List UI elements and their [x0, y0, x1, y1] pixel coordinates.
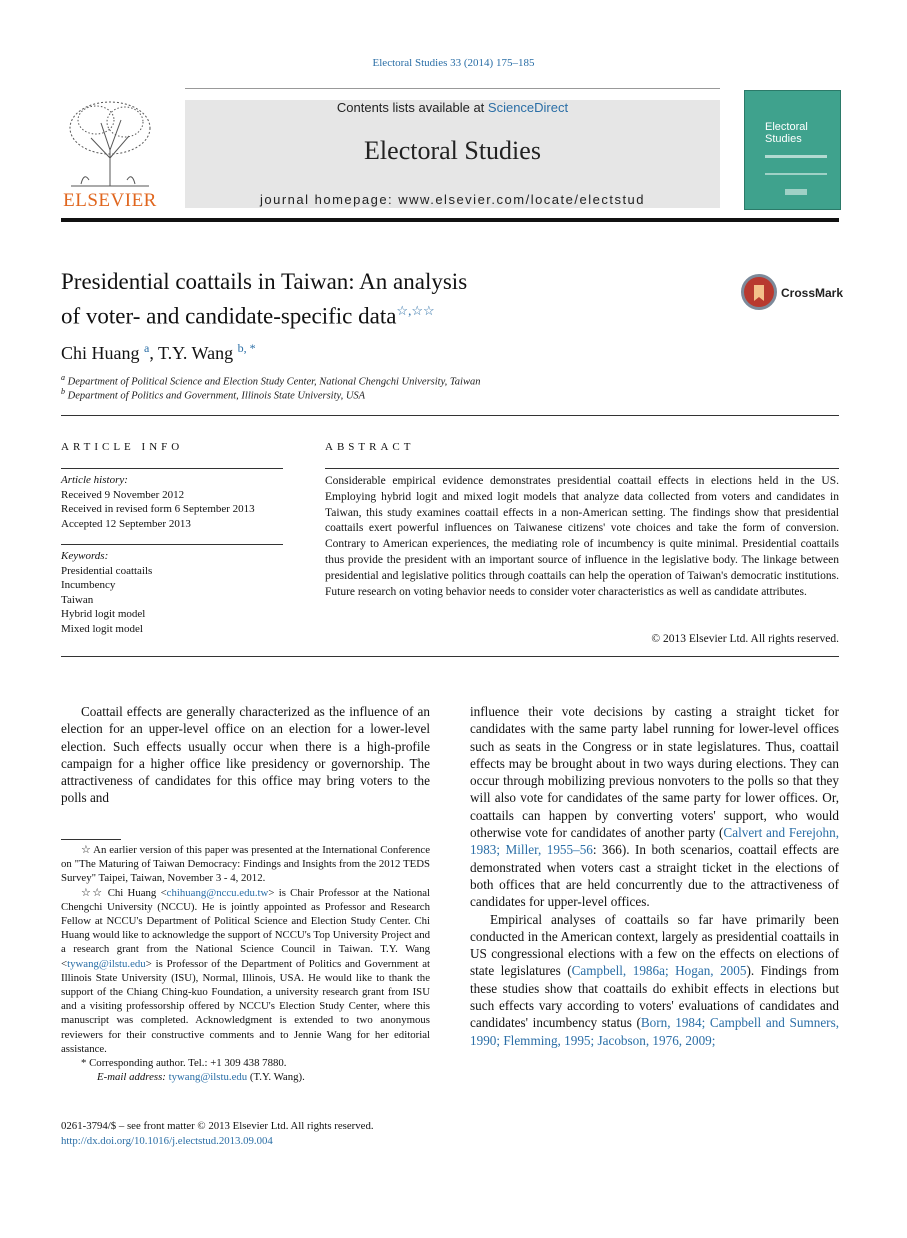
crossmark-button[interactable] — [741, 274, 844, 314]
author-separator: , — [149, 343, 159, 363]
contents-prefix: Contents lists available at — [336, 100, 488, 115]
header-divider — [61, 218, 839, 222]
citation-link[interactable]: Campbell, 1986a; Hogan, 2005 — [571, 963, 747, 979]
article-history — [61, 473, 283, 531]
body-text: influence their vote decisions by casting a straight ticket for candidates with the same party label running for lower-level offices such as seats in the Congress or in state legislatures. Thus, coattail effects may be brought about in two ways during elections. They can occur through mobilizing previous nonvoters to the polls so that they will also vote for candidates of the same party for lower offices. Or, coattails can happen by converting voters' support, who would otherwise vote for candidates of another party ( — [470, 704, 839, 841]
footnote-text: > is Chair Professor at the National Chengchi University (NCCU). He is jointly appointed as Professor and Research Fellow at NCCU's Department of Political Science and Election Study Center. Chi Huang would like to acknowledge the support of NCCU's Top University Project and a research grant from the National Science Council in Taiwan. T.Y. Wang < — [61, 886, 431, 970]
email-link[interactable]: chihuang@nccu.edu.tw — [166, 886, 269, 899]
footnote-mark: * — [81, 1057, 87, 1070]
citation-link[interactable]: Calvert and Ferejohn, 1983; Miller, 1955–56 — [470, 825, 839, 858]
abstract-heading: ABSTRACT — [325, 441, 415, 453]
footnote-text: Chi Huang < — [107, 886, 167, 899]
citation-link[interactable]: Born, 1984; Campbell and Sumners, 1990; Flemming, 1995; Jacobson, 1976, 2009; — [470, 1015, 839, 1048]
cover-title-line1: Electoral — [765, 121, 808, 133]
author-name[interactable]: Chi Huang — [61, 343, 140, 363]
abstract-text: Considerable empirical evidence demonstrates presidential coattail effects in elections held in the US. Employing hybrid logit and mixed logit models that analyze data collected from voters and candidates in Taiwan, this study examines coattail effects in a non-American setting. The findings show that presidential coattails exert powerful influences on Taiwanese citizens' vote choices and take the form of conversion. Contrary to American experiences, the mediating role of incumbency is quite minimal. Presidential coattails thus provide the president with an important source of influence in the legislative body. The linkage between presidential and legislative politics through coattails can help the operation of Taiwan's democratic institutions. Future research on voting behavior needs to consider voter characteristics as well as candidate attributes. — [325, 475, 839, 598]
footnotes — [61, 843, 430, 1084]
elsevier-logo[interactable] — [61, 98, 159, 211]
cover-publisher-mark — [785, 189, 807, 195]
footnote-mark: ☆ — [81, 844, 91, 856]
body-text: ). Findings from these studies show that coattails do exhibit effects in elections but such effects vary according to voters' evaluations of candidates and candidates' incumbency status ( — [470, 963, 839, 1031]
contents-line — [185, 100, 720, 115]
abstract-divider — [61, 656, 839, 657]
email-link[interactable]: tywang@ilstu.edu — [168, 1071, 248, 1084]
affiliation-a — [61, 373, 480, 388]
keyword: Hybrid logit model — [61, 608, 146, 620]
affiliation-text: Department of Politics and Government, Illinois State University, USA — [67, 390, 366, 402]
body-paragraph — [470, 911, 839, 1049]
abstract-copyright: © 2013 Elsevier Ltd. All rights reserved. — [651, 633, 839, 645]
banner-top-rule — [185, 88, 720, 89]
elsevier-tree-icon — [61, 98, 159, 188]
affiliation-sup: a — [61, 373, 65, 382]
crossmark-label: CrossMark — [781, 286, 844, 300]
accepted-date: Accepted 12 September 2013 — [61, 517, 191, 530]
abstract-rule — [325, 468, 839, 469]
author-list — [61, 341, 256, 364]
footnote-mark: ☆☆ — [81, 886, 104, 899]
author-affil-sup[interactable]: b, * — [237, 341, 256, 355]
revised-date: Received in revised form 6 September 2013 — [61, 503, 255, 515]
keyword: Taiwan — [61, 593, 94, 606]
article-info-heading: ARTICLE INFO — [61, 441, 184, 453]
author-name[interactable]: T.Y. Wang — [158, 343, 234, 363]
crossmark-icon — [741, 274, 777, 310]
body-paragraph: Coattail effects are generally characterized as the influence of an election for an upper-level office on an election for a lower-level election. Such effects usually occur when there is a high-profile campaign for a higher office like presidency or governorship. The attractiveness of candidates for this office may bring voters to the polls and — [61, 704, 430, 806]
issn-line: 0261-3794/$ – see front matter © 2013 Elsevier Ltd. All rights reserved. — [61, 1120, 374, 1132]
history-label: Article history: — [61, 474, 128, 486]
affiliation-divider — [61, 415, 839, 416]
cover-title — [765, 121, 808, 145]
keyword: Mixed logit model — [61, 622, 143, 635]
footnote-text: (T.Y. Wang). — [247, 1071, 305, 1084]
banner-box — [185, 100, 720, 208]
email-line — [61, 1070, 430, 1084]
sciencedirect-link[interactable]: ScienceDirect — [487, 100, 569, 115]
email-link[interactable]: tywang@ilstu.edu — [67, 957, 146, 970]
info-rule — [61, 468, 283, 469]
cover-subtitle-bar — [765, 155, 827, 158]
footnote-rule — [61, 839, 121, 840]
footnote-text: > is Professor of the Department of Politics and Government at Illinois State University (ISU), Normal, Illinois, USA. He would like to thank the support of the Chiang Ching-kuo Foundation, a university research grant from ISU and a visiting professorship offered by NCCU's Election Study Center, where this manuscript was completed. Acknowledgment is extended to two anonymous reviewers for their constructive comments and to Jennie Wang for her editorial assistance. — [61, 957, 430, 1055]
body-paragraph — [470, 703, 839, 911]
affiliation-text: Department of Political Science and Election Study Center, National Chengchi University, Taiwan — [67, 376, 481, 388]
journal-title: Electoral Studies — [364, 136, 541, 165]
footnote-text: An earlier version of this paper was presented at the International Conference on "The Maturing of Taiwan Democracy: Findings and Insights from the 2012 TEDS Survey" Taipei, Taiwan, November 3 - 4, 2012. — [61, 844, 430, 885]
journal-cover-image[interactable] — [744, 90, 841, 210]
elsevier-wordmark: ELSEVIER — [63, 190, 157, 211]
email-label: E-mail address: — [97, 1071, 169, 1084]
affiliation-b — [61, 387, 365, 402]
article-title — [61, 267, 681, 331]
cover-editor-bar — [765, 173, 827, 175]
body-right-column — [470, 703, 839, 1049]
keywords-block — [61, 549, 283, 636]
affiliation-sup: b — [61, 387, 65, 396]
keywords-rule — [61, 544, 283, 545]
keyword: Presidential coattails — [61, 564, 153, 577]
front-matter — [61, 1119, 430, 1149]
journal-citation[interactable]: Electoral Studies 33 (2014) 175–185 — [372, 57, 535, 69]
received-date: Received 9 November 2012 — [61, 488, 185, 501]
cover-title-line2: Studies — [765, 133, 802, 145]
title-footnote-marks[interactable]: ☆,☆☆ — [396, 303, 435, 318]
body-left-column — [61, 703, 430, 807]
keyword: Incumbency — [61, 579, 116, 591]
journal-homepage[interactable]: journal homepage: www.elsevier.com/locate/electstud — [259, 192, 646, 207]
footnote-text: Corresponding author. Tel.: +1 309 438 7880. — [89, 1057, 287, 1070]
footnote-2 — [61, 886, 430, 1056]
body-text: Empirical analyses of coattails so far have primarily been conducted in the American context, largely as presidential coattails in US congressional elections with a few on the effects on elections of state legislatures ( — [470, 911, 839, 979]
journal-banner — [61, 88, 839, 211]
keywords-label: Keywords: — [61, 550, 109, 562]
title-line-2: of voter- and candidate-specific data — [61, 303, 397, 329]
corresponding-author — [61, 1056, 430, 1070]
title-line-1: Presidential coattails in Taiwan: An analysis — [61, 269, 468, 294]
doi-link[interactable]: http://dx.doi.org/10.1016/j.electstud.2013.09.004 — [61, 1135, 273, 1147]
author-affil-sup[interactable]: a — [144, 341, 150, 355]
body-text: : 366). In both scenarios, coattail effects are demonstrated when voters cast a straight ticket in the elections of both offices that are held concurrently due to the attractiveness of candidates for upper-level offices. — [470, 842, 839, 910]
footnote-1 — [61, 843, 430, 886]
